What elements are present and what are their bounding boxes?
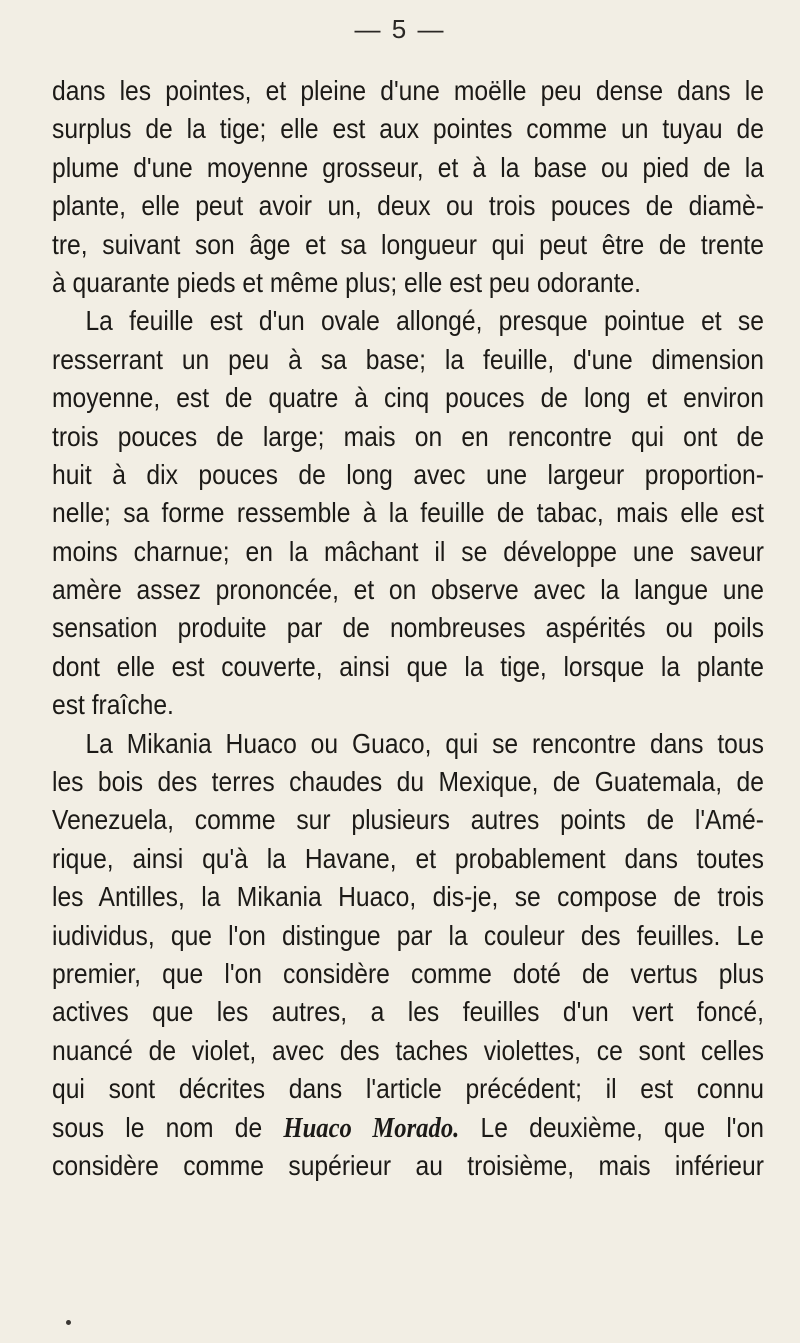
text-line: Venezuela, comme sur plusieurs autres points de l'Amé- (52, 804, 764, 836)
text-line-part: Le deuxième, que l'on (480, 1111, 764, 1143)
text-line: surplus de la tige; elle est aux pointes comme un tuyau de (52, 113, 764, 145)
text-line: La feuille est d'un ovale allongé, presque pointue et se (85, 305, 764, 337)
text-line: est fraîche. (52, 689, 174, 721)
text-line: resserrant un peu à sa base; la feuille, d'une dimension (52, 343, 764, 375)
text-line: iudividus, que l'on distingue par la couleur des feuilles. Le (52, 919, 764, 951)
text-line: huit à dix pouces de long avec une largeur proportion- (52, 458, 764, 490)
text-line: plante, elle peut avoir un, deux ou trois pouces de diamè- (52, 190, 764, 222)
text-line: nuancé de violet, avec des taches violettes, ce sont celles (52, 1034, 764, 1066)
text-line-part: sous le nom de (52, 1111, 263, 1143)
text-line: les bois des terres chaudes du Mexique, de Guatemala, de (52, 766, 764, 798)
text-line: actives que les autres, a les feuilles d'un vert foncé, (52, 996, 764, 1028)
text-line: La Mikania Huaco ou Guaco, qui se rencontre dans tous (85, 727, 764, 759)
page-number: — 5 — (354, 14, 446, 44)
text-line: rique, ainsi qu'à la Havane, et probablement dans toutes (52, 842, 764, 874)
body-text (52, 72, 764, 1185)
text-line: nelle; sa forme ressemble à la feuille de tabac, mais elle est (52, 497, 764, 529)
text-line: qui sont décrites dans l'article précédent; il est connu (52, 1073, 764, 1105)
text-line: premier, que l'on considère comme doté de vertus plus (52, 957, 764, 989)
text-line: dont elle est couverte, ainsi que la tige, lorsque la plante (52, 650, 764, 682)
text-line: considère comme supérieur au troisième, mais inférieur (52, 1149, 764, 1181)
text-line: tre, suivant son âge et sa longueur qui peut être de trente (52, 228, 764, 260)
italic-plant-name: Huaco Morado. (283, 1112, 460, 1144)
text-line: à quarante pieds et même plus; elle est peu odorante. (52, 266, 642, 298)
text-line: moyenne, est de quatre à cinq pouces de long et environ (52, 382, 764, 414)
text-line: plume d'une moyenne grosseur, et à la base ou pied de la (52, 151, 764, 183)
text-line: trois pouces de large; mais on en rencontre qui ont de (52, 420, 764, 452)
text-line: dans les pointes, et pleine d'une moëlle peu dense dans le (52, 75, 764, 106)
text-line (52, 1109, 764, 1147)
text-line: amère assez prononcée, et on observe avec la langue une (52, 574, 764, 606)
text-line: moins charnue; en la mâchant il se développe une saveur (52, 535, 764, 567)
text-line: les Antilles, la Mikania Huaco, dis-je, se compose de trois (52, 881, 764, 913)
print-speck (66, 1320, 71, 1325)
text-line: sensation produite par de nombreuses aspérités ou poils (52, 612, 764, 644)
